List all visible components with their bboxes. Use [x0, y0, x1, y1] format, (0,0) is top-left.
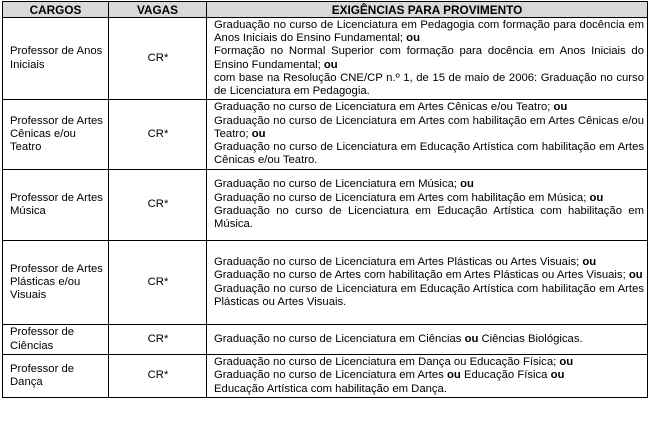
vagas-cell: CR* [109, 100, 207, 170]
requirement-text [214, 192, 644, 205]
requirement-text-inner: Educação Física [463, 369, 548, 382]
or-connector: ou [628, 269, 643, 282]
table-row [3, 241, 648, 325]
requirements-table [2, 1, 648, 398]
exigencias-cell [207, 100, 648, 170]
or-connector: ou [553, 101, 568, 114]
table-row [3, 355, 648, 398]
cargo-cell: Professor de Anos Iniciais [3, 18, 109, 100]
requirement-text [214, 256, 644, 269]
requirement-text: Graduação no curso de Licenciatura em Educação Artística com habilitação em Música. [214, 205, 644, 231]
requirement-text-inner: Graduação no curso de Licenciatura em Dança ou Educação Física; [214, 356, 557, 369]
requirement-text-inner: Graduação no curso de Licenciatura em Artes [214, 369, 444, 382]
requirement-text-inner: Graduação no curso de Licenciatura em Artes Plásticas ou Artes Visuais; [214, 255, 580, 268]
requirement-text: Educação Artística com habilitação em Dança. [214, 382, 447, 395]
exigencias-cell [207, 325, 648, 355]
exigencias-cell [207, 170, 648, 241]
vagas-cell: CR* [109, 18, 207, 100]
header-exigencias: EXIGÊNCIAS PARA PROVIMENTO [207, 2, 648, 18]
cargo-cell: Professor de Artes Plásticas e/ou Visuais [3, 241, 109, 325]
exigencias-cell [207, 355, 648, 398]
exigencias-cell [207, 18, 648, 100]
requirement-text [214, 369, 644, 382]
exigencias-cell [207, 241, 648, 325]
or-connector: ou [251, 127, 266, 140]
requirement-text [214, 178, 644, 191]
vagas-cell: CR* [109, 170, 207, 241]
header-row [3, 2, 648, 18]
requirement-text: com base na Resolução CNE/CP n.º 1, de 15 de maio de 2006: Graduação no curso de Licenciatura em Pedagogia. [214, 71, 644, 98]
table-row [3, 325, 648, 355]
requirement-text: Graduação no curso de Licenciatura em Educação Artística com habilitação em Artes Cênicas e/ou Teatro. [214, 141, 644, 167]
requirement-text-inner: Graduação no curso de Artes com habilitação em Artes Plásticas ou Artes Visuais; [214, 269, 626, 282]
table-row [3, 100, 648, 170]
cargo-cell: Professor de Dança [3, 355, 109, 398]
requirement-text-inner: Graduação no curso de Licenciatura em Artes com habilitação em Música; [214, 191, 587, 204]
header-cargos: CARGOS [3, 2, 109, 18]
requirement-text [214, 269, 644, 282]
or-connector: ou [323, 58, 338, 71]
requirement-text [214, 115, 644, 142]
requirement-text: Ciências Biológicas. [481, 332, 583, 345]
requirement-text-inner: Graduação no curso de Licenciatura em Artes com habilitação em Artes Cênicas e/ou Teatro; [214, 114, 644, 140]
requirement-text [214, 101, 644, 114]
requirement-text-inner: Formação no Normal Superior com formação para docência em Anos Iniciais do Ensino Fundamental; [214, 45, 644, 71]
header-vagas: VAGAS [109, 2, 207, 18]
vagas-cell: CR* [109, 241, 207, 325]
requirement-text-inner: Graduação no curso de Licenciatura em Artes Cênicas e/ou Teatro; [214, 101, 551, 114]
requirement-text: Graduação no curso de Licenciatura em Educação Artística com habilitação em Artes Plásticas ou Artes Visuais. [214, 282, 644, 308]
requirement-text: Graduação no curso de Licenciatura em Pedagogia com formação para docência em Anos Iniciais do Ensino Fundamental; [214, 18, 644, 44]
requirement-text [214, 356, 644, 369]
cargo-cell: Professor de Artes Cênicas e/ou Teatro [3, 100, 109, 170]
or-connector: ou [446, 369, 461, 382]
or-connector: ou [406, 31, 420, 44]
table-row [3, 170, 648, 241]
or-connector: ou [464, 332, 479, 345]
cargo-cell: Professor de Artes Música [3, 170, 109, 241]
requirement-text: Graduação no curso de Licenciatura em Ciências [214, 332, 462, 345]
or-connector: ou [582, 255, 597, 268]
cargo-cell: Professor de Ciências [3, 325, 109, 355]
or-connector: ou [460, 178, 474, 191]
or-connector: ou [550, 369, 565, 382]
or-connector: ou [559, 356, 574, 369]
or-connector: ou [589, 191, 604, 204]
table-row [3, 18, 648, 100]
vagas-cell: CR* [109, 325, 207, 355]
requirement-text-inner: Graduação no curso de Licenciatura em Música; [214, 178, 458, 191]
requirement-text [214, 45, 644, 72]
vagas-cell: CR* [109, 355, 207, 398]
